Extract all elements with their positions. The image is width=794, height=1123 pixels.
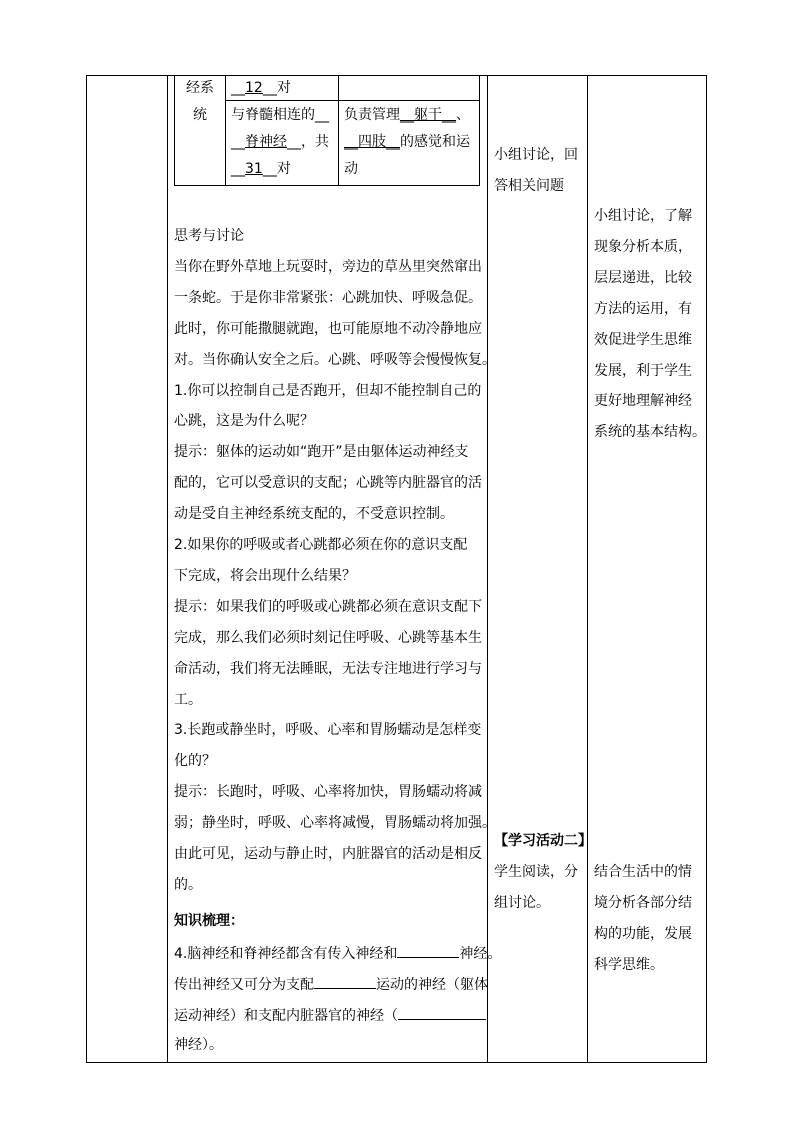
content-line: 当你在野外草地上玩耍时，旁边的草丛里突然窜出 <box>174 259 482 275</box>
inner-col-divider-1 <box>225 75 226 186</box>
inner-nerve-table <box>174 75 480 186</box>
content-line: 完成，那么我们必须时刻记住呼吸、心跳等基本生 <box>174 630 482 646</box>
col-divider-1 <box>167 75 168 1063</box>
content-line: 此时，你可能撒腿就跑，也可能原地不动冷静地应 <box>174 321 482 337</box>
student-activity-1-line1: 小组讨论，回 <box>494 147 578 163</box>
content-line: 下完成，将会出现什么结果？ <box>174 568 356 584</box>
content-line: 工。 <box>174 692 202 708</box>
col-divider-2 <box>487 75 488 1063</box>
inner-row1-mid: __12__对 <box>231 80 291 96</box>
inner-row2-mid-line1: 与脊髓相连的__ <box>231 107 329 123</box>
intent-line: 构的功能，发展 <box>594 926 692 942</box>
knowledge-title: 知识梳理： <box>174 913 244 929</box>
k4-line1: 4.脑神经和脊神经都含有传入神经和 神经。 <box>174 943 501 963</box>
content-line: 1.你可以控制自己是否跑开，但却不能控制自己的 <box>174 383 482 399</box>
content-line: 提示：躯体的运动如“跑开”是由躯体运动神经支 <box>174 444 469 460</box>
content-line: 由此可见，运动与静止时，内脏器官的活动是相反 <box>174 846 482 862</box>
intent-line: 科学思维。 <box>594 957 664 973</box>
content-line: 一条蛇。于是你非常紧张：心跳加快、呼吸急促。 <box>174 290 482 306</box>
content-line: 对。当你确认安全之后。心跳、呼吸等会慢慢恢复。 <box>174 352 496 368</box>
intent-line: 更好地理解神经 <box>594 393 692 409</box>
inner-row-divider <box>225 100 480 101</box>
k4-line3: 运动神经）和支配内脏器官的神经（ <box>174 1005 486 1025</box>
content-line: 配的，它可以受意识的支配；心跳等内脏器官的活 <box>174 475 482 491</box>
intent-line: 现象分析本质， <box>594 239 692 255</box>
content-line: 心跳，这是为什么呢？ <box>174 413 314 429</box>
inner-row2-mid-line3: __31__对 <box>231 161 291 177</box>
answer-blank[interactable] <box>397 943 459 958</box>
content-line: 化的？ <box>174 753 216 769</box>
k4-line4: 神经）。 <box>174 1037 223 1053</box>
content-line: 的。 <box>174 877 202 893</box>
inner-row2-right-line1: 负责管理__躯干__、 <box>344 107 470 123</box>
inner-row2-mid-line2: __脊神经__，共 <box>231 134 329 150</box>
answer-blank[interactable] <box>398 1005 486 1020</box>
intent-line: 境分析各部分结 <box>594 895 692 911</box>
intent-line: 层层递进，比较 <box>594 270 692 286</box>
inner-left-label-2: 统 <box>193 107 207 123</box>
inner-left-label-1: 经系 <box>186 80 214 96</box>
student-activity-2-line2: 组讨论。 <box>494 895 550 911</box>
inner-row2-right-line2: __四肢__的感觉和运 <box>344 134 470 150</box>
content-line: 弱；静坐时，呼吸、心率将减慢，胃肠蠕动将加强。 <box>174 815 496 831</box>
intent-line: 系统的基本结构。 <box>594 424 706 440</box>
content-line: 命活动，我们将无法睡眠，无法专注地进行学习与 <box>174 661 482 677</box>
intent-line: 效促进学生思维 <box>594 332 692 348</box>
inner-col-divider-2 <box>338 75 339 186</box>
student-activity-2-line1: 学生阅读，分 <box>494 864 578 880</box>
k4-line2: 传出神经又可分为支配 运动的神经（躯体 <box>174 974 488 994</box>
student-activity-1-line2: 答相关问题 <box>494 178 564 194</box>
learning-activity-2-title: 【学习活动二】 <box>494 833 592 849</box>
intent-line: 方法的运用，有 <box>594 301 692 317</box>
content-line: 提示：长跑时，呼吸、心率将加快，胃肠蠕动将减 <box>174 784 482 800</box>
intent-line: 小组讨论，了解 <box>594 208 692 224</box>
content-line: 2.如果你的呼吸或者心跳都必须在你的意识支配 <box>174 537 468 553</box>
answer-blank[interactable] <box>314 974 376 989</box>
inner-row2-right-line3: 动 <box>344 161 358 177</box>
content-line: 3.长跑或静坐时，呼吸、心率和胃肠蠕动是怎样变 <box>174 722 482 738</box>
col-divider-3 <box>587 75 588 1063</box>
content-line: 动是受自主神经系统支配的，不受意识控制。 <box>174 506 454 522</box>
content-line: 提示：如果我们的呼吸或心跳都必须在意识支配下 <box>174 599 482 615</box>
section-title: 思考与讨论 <box>174 228 244 244</box>
intent-line: 发展，利于学生 <box>594 363 692 379</box>
intent-line: 结合生活中的情 <box>594 864 692 880</box>
